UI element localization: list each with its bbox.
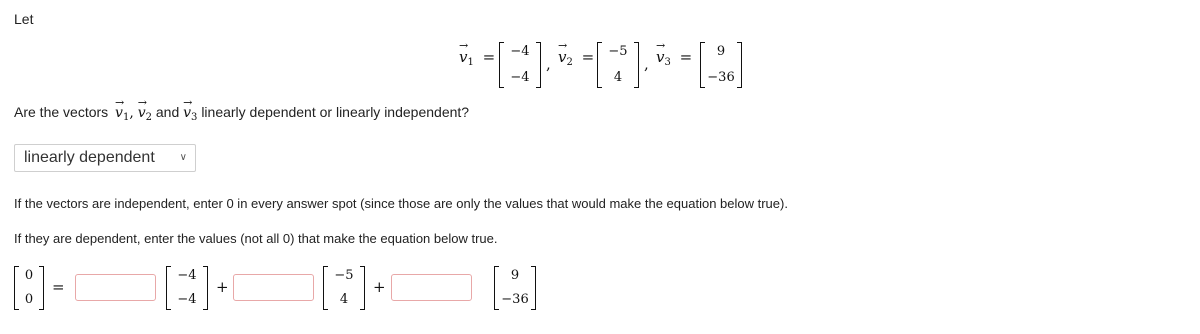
v1-entry-2: −4 (510, 70, 530, 85)
vector-arrow-icon: → (115, 96, 125, 109)
comma: , (546, 55, 551, 73)
v3-matrix (700, 42, 742, 88)
chevron-down-icon: ∨ (179, 152, 187, 163)
v1-matrix (499, 42, 541, 88)
v3-entry-1: 9 (716, 44, 726, 59)
eq-v2-matrix: −5 4 (323, 266, 365, 310)
dependence-select[interactable] (14, 144, 196, 172)
v1-entry-1: −4 (510, 44, 530, 59)
zero-vector: 0 0 (14, 266, 44, 310)
instruction-line-1: If the vectors are independent, enter 0 in every answer spot (since those are only the values that would make the equation below true). (14, 196, 788, 211)
vector-arrow-icon: → (558, 39, 568, 52)
plus-sign: + (216, 278, 229, 296)
vector-arrow-icon: → (656, 39, 666, 52)
select-value: linearly dependent (24, 149, 155, 166)
v1-label: → $v_1$ = (459, 39, 496, 68)
v3-label: → $v_3$ = (656, 39, 693, 68)
plus-sign: + (373, 278, 386, 296)
v2-matrix (597, 42, 639, 88)
intro-text: Let (14, 11, 34, 27)
comma: , (644, 55, 649, 73)
eq-v3-matrix: 9 −36 (494, 266, 536, 310)
coefficient-input-1[interactable] (75, 274, 156, 301)
instruction-line-2: If they are dependent, enter the values (not all 0) that make the equation below true. (14, 231, 498, 246)
v2-label: → $v_2$ = (558, 39, 595, 68)
eq-v1-matrix: −4 −4 (166, 266, 208, 310)
coefficient-input-3[interactable] (391, 274, 472, 301)
v3-entry-2: −36 (707, 70, 735, 85)
question-text: Are the vectors → $v_1$, → $v_2$ and → $v_3$ linearly dependent or linearly independent? (14, 96, 470, 123)
vector-arrow-icon: → (183, 96, 193, 109)
coefficient-input-2[interactable] (233, 274, 314, 301)
equals-sign: = (52, 278, 65, 296)
vector-arrow-icon: → (137, 96, 147, 109)
v2-entry-1: −5 (608, 44, 628, 59)
vector-arrow-icon: → (459, 39, 469, 52)
v2-entry-2: 4 (613, 70, 623, 85)
